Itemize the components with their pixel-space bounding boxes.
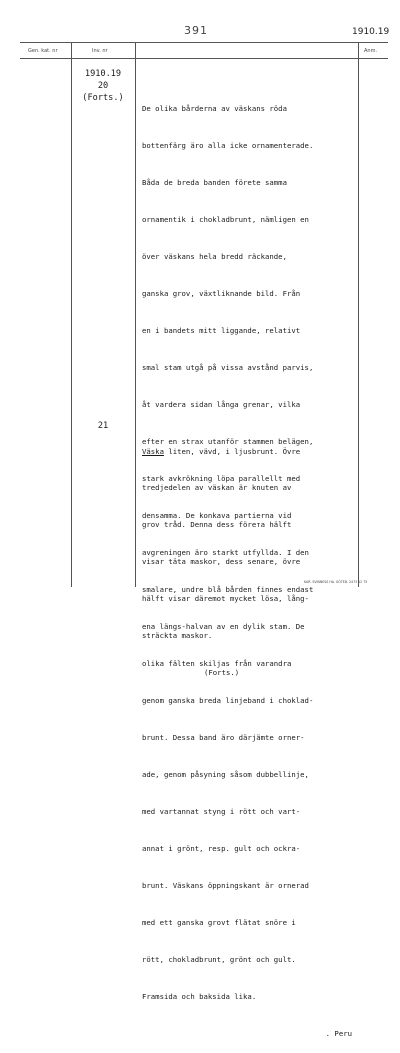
column-divider-2 <box>135 42 136 587</box>
text-line: en i bandets mitt liggande, relativt <box>142 325 301 335</box>
printer-footer: KAR. SVINNESS HA. GÖTEB. 2473 12 75 <box>304 580 368 584</box>
inventory-item: 21 <box>97 421 109 431</box>
text-line: hälft visar däremot mycket lösa, lång- <box>142 594 309 604</box>
header-bottom-rule <box>20 58 388 59</box>
text-line: densamma. De konkava partierna vid <box>142 511 292 521</box>
text-line: stark avkrökning löpa parallellt med <box>142 474 301 483</box>
text-line: ganska grov, växtliknande bild. Från <box>142 288 301 298</box>
corner-number: 1910.19 <box>352 27 390 37</box>
column-divider-1 <box>71 42 72 587</box>
text-line: brunt. Väskans öppningskant är ornerad <box>142 881 309 891</box>
description-entry-2 <box>142 421 358 692</box>
text-line <box>142 446 358 458</box>
text-line: med ett ganska grovt flätat snöre i <box>142 918 296 928</box>
text-line: tredjedelen av väskan är knuten av <box>142 483 292 493</box>
inventory-number-entry-2 <box>72 420 134 432</box>
text-line: olika fälten skiljas från varandra <box>142 659 292 669</box>
signature-line: . Peru <box>325 1029 352 1039</box>
text-line: ornamentik i chokladbrunt, nämligen en <box>142 214 309 224</box>
header-top-rule <box>20 42 388 43</box>
inventory-year: 1910.19 <box>84 69 122 79</box>
header-anm: Anm. <box>364 48 378 54</box>
continued-marker: (Forts.) <box>204 667 240 677</box>
text-line: annat i grönt, resp. gult och ockra- <box>142 844 301 854</box>
text-line: med vartannat styng i rött och vart- <box>142 807 301 817</box>
page-number: 391 <box>184 24 208 37</box>
text-line: Framsida och baksida lika. <box>142 992 257 1002</box>
inventory-continued: (Forts.) <box>82 93 124 103</box>
text-line: brunt. Dessa band äro därjämte orner- <box>142 733 305 743</box>
text-line: åt vardera sidan långa grenar, vilka <box>142 399 301 409</box>
text-line: smal stam utgå på vissa avstånd parvis, <box>142 362 314 372</box>
text-line: avgreningen äro starkt utfyllda. I den <box>142 548 309 558</box>
text-line: visar täta maskor, dess senare, övre <box>142 557 301 567</box>
text-line: rött, chokladbrunt, grönt och gult. <box>142 955 296 965</box>
text-line: ade, genom påsyning såsom dubbellinje, <box>142 770 309 780</box>
text-line: ena längs-halvan av en dylik stam. De <box>142 622 305 632</box>
inventory-number-entry-1 <box>72 68 134 104</box>
header-gen-kat-nr: Gen. kat. nr <box>28 48 58 54</box>
text-line-rest: liten, vävd, i ljusbrunt. Övre <box>163 446 301 456</box>
text-line: smalare, undre blå bården finnes endast <box>142 585 314 595</box>
text-line: grov tråd. Denna dess förета hälft <box>142 520 292 530</box>
object-name: Väska <box>142 446 164 456</box>
text-line: Båda de breda banden förete samma <box>142 177 287 187</box>
text-line: genom ganska breda linjeband i choklad- <box>142 696 314 706</box>
text-line: efter en strax utanför stammen belägen, <box>142 436 314 446</box>
text-line: över väskans hela bredd räckande, <box>142 251 287 261</box>
text-line: bottenfärg äro alla icke ornamenterade. <box>142 140 314 150</box>
text-line: De olika bårderna av väskans röda <box>142 103 287 113</box>
inventory-item: 20 <box>97 81 109 91</box>
column-divider-3 <box>358 42 359 587</box>
text-line: sträckta maskor. <box>142 631 213 641</box>
header-inv-nr: Inv. nr <box>92 48 108 54</box>
